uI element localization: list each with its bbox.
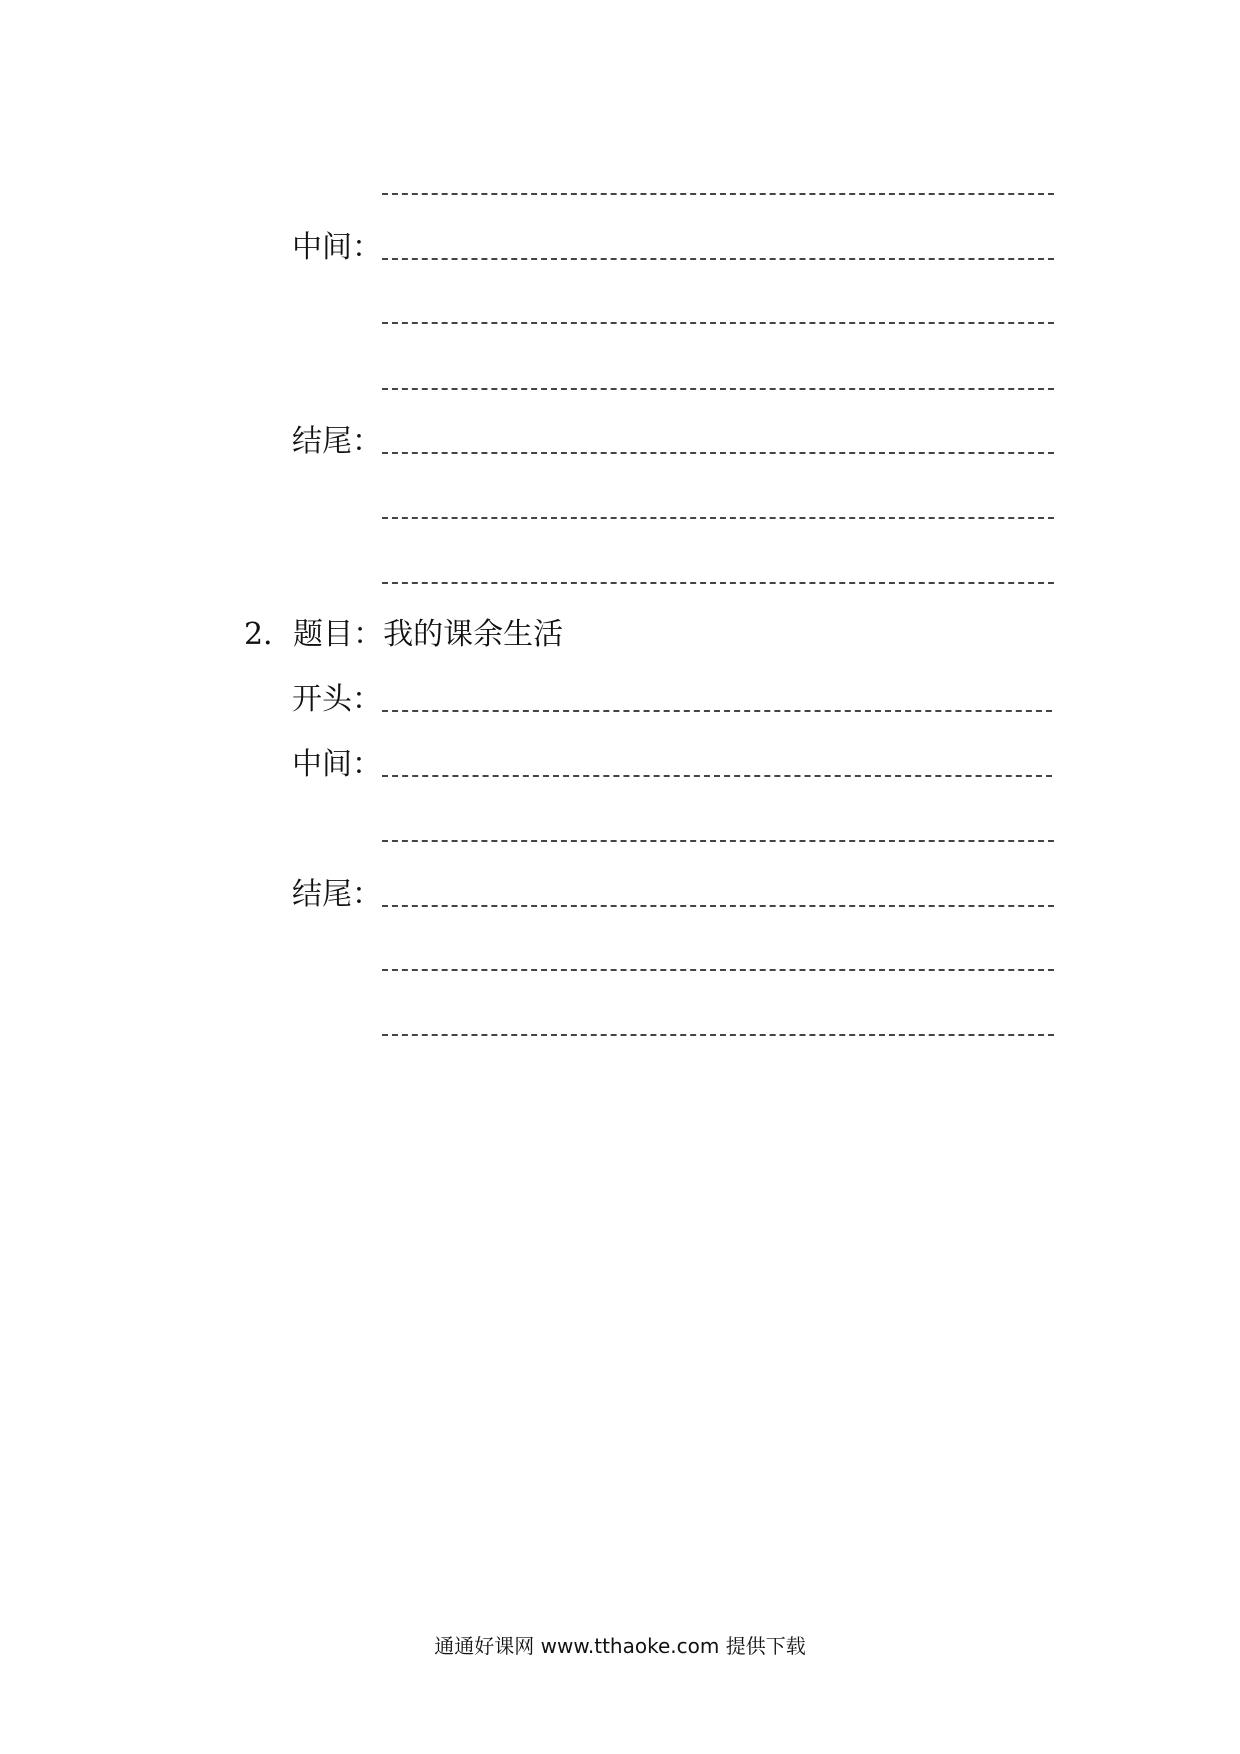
writing-line[interactable] xyxy=(382,388,1054,390)
writing-line[interactable] xyxy=(382,1034,1054,1036)
writing-line[interactable] xyxy=(382,775,1052,777)
opening-label: 开头： xyxy=(292,682,382,717)
question-title: 我的课余生活 xyxy=(383,617,564,652)
writing-line[interactable] xyxy=(382,258,1054,260)
writing-line[interactable] xyxy=(382,582,1054,584)
ending-label: 结尾： xyxy=(292,877,382,912)
writing-line[interactable] xyxy=(382,710,1052,712)
question-number: 2． xyxy=(244,617,294,652)
middle-label: 中间： xyxy=(292,230,382,265)
writing-line[interactable] xyxy=(382,840,1054,842)
writing-line[interactable] xyxy=(382,452,1054,454)
writing-line[interactable] xyxy=(382,905,1054,907)
title-prefix: 题目： xyxy=(293,617,384,652)
writing-line[interactable] xyxy=(382,193,1054,195)
middle-label: 中间： xyxy=(292,747,382,782)
ending-label: 结尾： xyxy=(292,424,382,459)
writing-line[interactable] xyxy=(382,969,1054,971)
footer-credit: 通通好课网 www.tthaoke.com 提供下载 xyxy=(434,1634,806,1658)
writing-line[interactable] xyxy=(382,322,1054,324)
question-2-heading xyxy=(244,617,563,653)
writing-line[interactable] xyxy=(382,517,1054,519)
